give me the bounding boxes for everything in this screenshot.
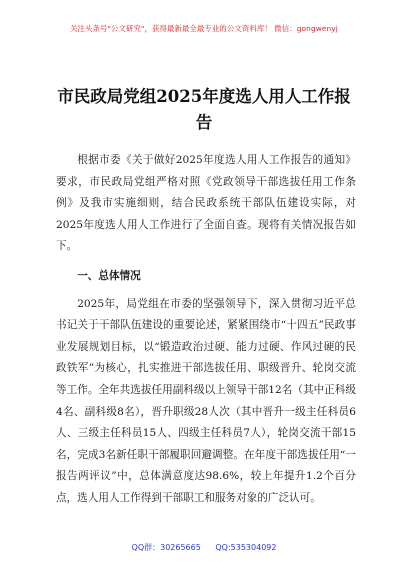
intro-paragraph: 根据市委《关于做好2025年度选人用人工作报告的通知》要求，市民政局党组严格对照《党政领导干部选拔任用工作条例》及我市实施细则，结合民政系统干部队伍建设实际，对2025年度选人用人工作进行了全面自查。现将有关情况报告如下。	[56, 154, 356, 253]
section-heading: 一、总体情况	[77, 269, 141, 282]
footer-qq-group: QQ群：30265665	[131, 543, 201, 552]
document-title: 市民政局党组2025年度选人用人工作报告	[57, 87, 351, 132]
header-promo-note: 关注头条号"公文研究"，获得最新最全最专业的公文资料库！ 微信：gongwenyj	[70, 24, 338, 33]
footer-contact	[0, 542, 408, 553]
document-body	[56, 150, 356, 510]
section-paragraph: 2025年，局党组在市委的坚强领导下，深入贯彻习近平总书记关于干部队伍建设的重要论述，紧紧围绕市“十四五”民政事业发展规划目标，以“锻造政治过硬、能力过硬、作风过硬的民政铁军”为核心，扎实推进干部选拔任用、职级晋升、轮岗交流等工作。全年共选拔任用副科级以上领导干部12名（其中正科级4名、副科级8名），晋升职级28人次（其中晋升一级主任科员6人、三级主任科员15人、四级主任科员7人），轮岗交流干部15名，完成3名新任职干部履职回避调整。在年度干部选拔任用“一报告两评议”中，总体满意度达98.6%，较上年提升1.2个百分点，选人用人工作得到干部职工和服务对象的广泛认可。	[56, 297, 356, 504]
footer-qq: QQ:535304092	[215, 543, 277, 552]
